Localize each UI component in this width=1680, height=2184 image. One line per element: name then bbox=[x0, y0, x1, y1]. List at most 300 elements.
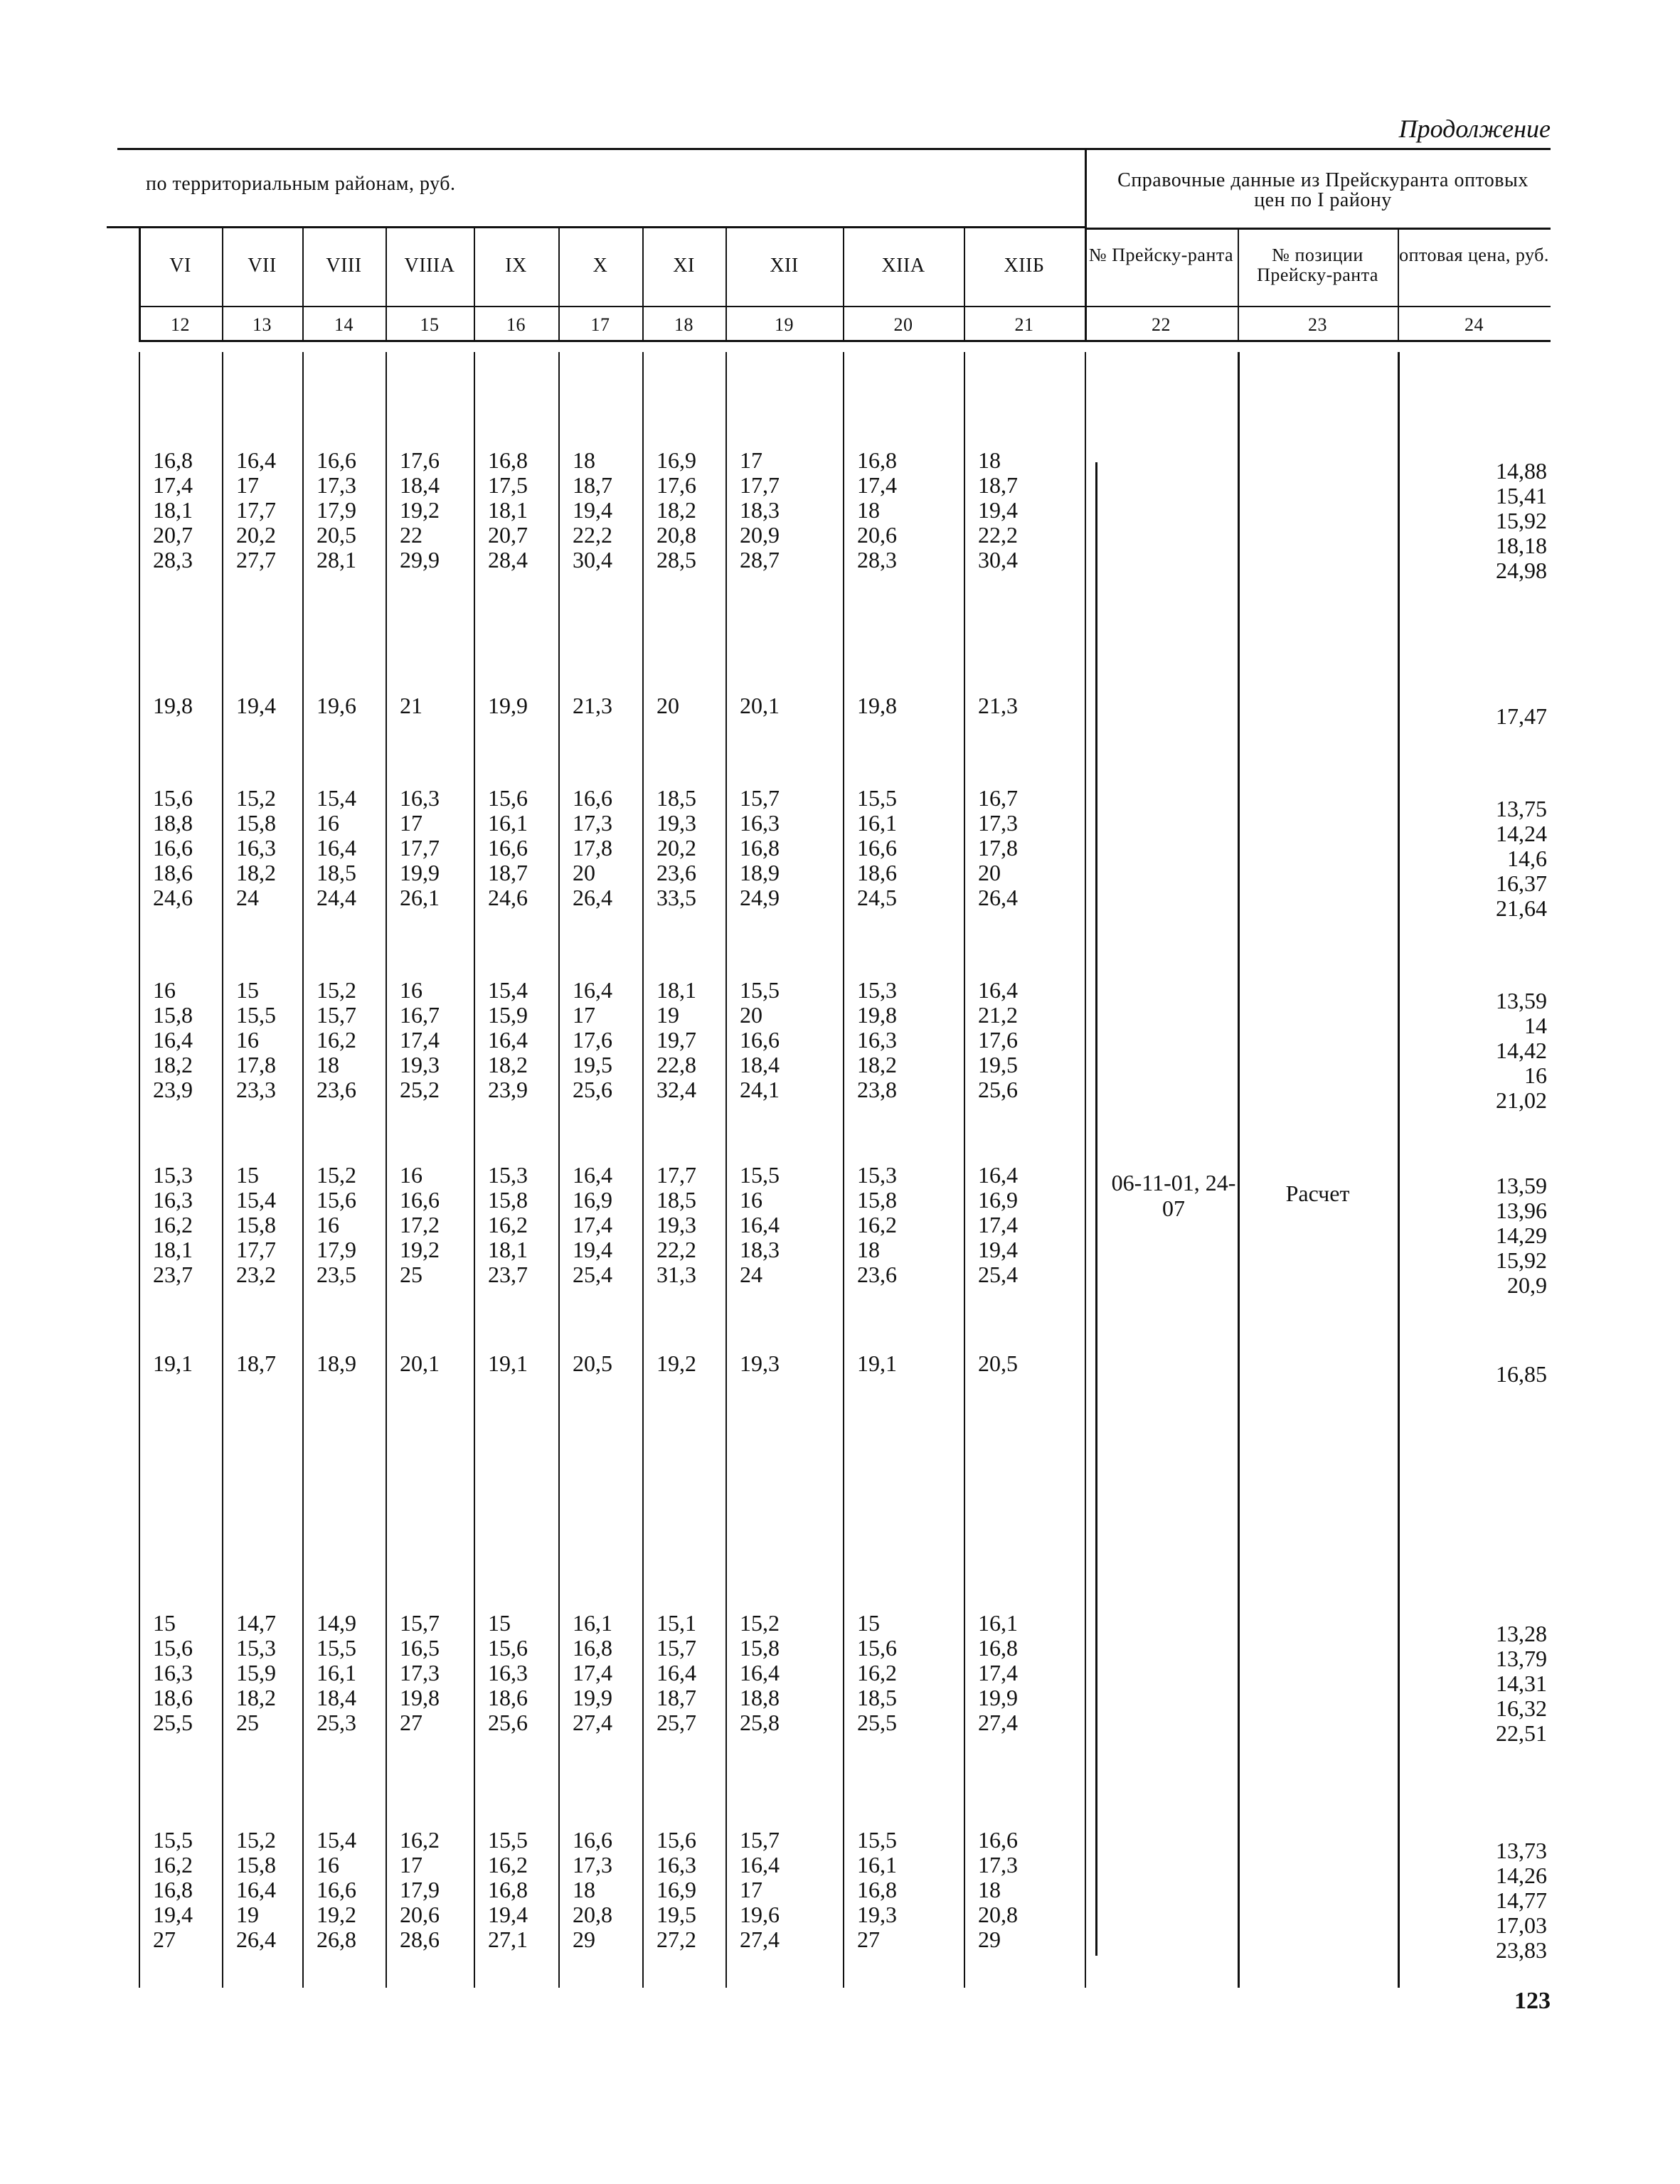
column-number bbox=[843, 315, 964, 335]
cell-value: 18,7 bbox=[573, 472, 612, 498]
cell-value: 22,2 bbox=[978, 522, 1018, 548]
cell-value: 25,5 bbox=[153, 1710, 193, 1735]
table-cell-group bbox=[488, 1351, 555, 1376]
cell-value: 16,4 bbox=[153, 1027, 193, 1053]
cell-value: 28,6 bbox=[400, 1927, 440, 1952]
cell-value: 19,1 bbox=[857, 1351, 897, 1376]
table-cell-group bbox=[740, 1163, 840, 1287]
cell-value: 16,3 bbox=[857, 1027, 897, 1053]
cell-value: 15,9 bbox=[488, 1002, 528, 1028]
cell-value: 15,8 bbox=[488, 1187, 528, 1213]
table-cell-group bbox=[488, 1611, 555, 1735]
price-value: 14,88 bbox=[1496, 458, 1547, 484]
cell-value: 17,3 bbox=[978, 810, 1018, 836]
column-number-text: 22 bbox=[1152, 314, 1171, 335]
cell-value: 23,5 bbox=[317, 1262, 356, 1287]
table-cell-group bbox=[978, 1828, 1082, 1952]
cell-value: 19,7 bbox=[656, 1027, 696, 1053]
cell-value: 19,9 bbox=[488, 693, 528, 718]
cell-value: 16,4 bbox=[573, 1162, 612, 1188]
cell-value: 19,1 bbox=[488, 1351, 528, 1376]
table-cell-group bbox=[740, 1351, 840, 1376]
cell-value: 26,1 bbox=[400, 885, 440, 910]
column-number bbox=[386, 315, 474, 335]
cell-value: 17,3 bbox=[400, 1660, 440, 1685]
body-col-divider bbox=[964, 352, 965, 1988]
cell-value: 16,8 bbox=[488, 447, 528, 473]
cell-value: 18,7 bbox=[488, 860, 528, 885]
cell-value: 17,4 bbox=[857, 472, 897, 498]
cell-value: 19,2 bbox=[317, 1902, 356, 1927]
page-number: 123 bbox=[1514, 1988, 1551, 2014]
cell-value: 17,7 bbox=[236, 497, 276, 523]
cell-value: 15,5 bbox=[236, 1002, 276, 1028]
cell-value: 15,7 bbox=[656, 1635, 696, 1661]
table-cell-group bbox=[236, 786, 299, 910]
cell-value: 16,3 bbox=[740, 810, 780, 836]
column-label-8 bbox=[725, 256, 843, 276]
price-value: 15,92 bbox=[1496, 1247, 1547, 1273]
cell-value: 28,7 bbox=[740, 547, 780, 572]
cell-value: 15,3 bbox=[488, 1162, 528, 1188]
table-cell-group bbox=[857, 1351, 961, 1376]
cell-value: 27 bbox=[153, 1927, 176, 1952]
table-cell-group bbox=[153, 786, 219, 910]
reference-title bbox=[1102, 171, 1543, 211]
cell-value: 15,5 bbox=[857, 1827, 897, 1853]
cell-value: 16 bbox=[400, 977, 422, 1003]
cell-value: 24,9 bbox=[740, 885, 780, 910]
table-cell-group bbox=[153, 978, 219, 1102]
cell-value: 16,4 bbox=[656, 1660, 696, 1685]
price-value: 16,32 bbox=[1496, 1695, 1547, 1721]
cell-value: 19,4 bbox=[573, 497, 612, 523]
cell-value: 24,6 bbox=[153, 885, 193, 910]
cell-value: 25,3 bbox=[317, 1710, 356, 1735]
column-label-9 bbox=[843, 256, 964, 276]
cell-value: 26,4 bbox=[573, 885, 612, 910]
price-cell-group bbox=[1440, 704, 1547, 729]
cell-value: 20,8 bbox=[656, 522, 696, 548]
body-col-divider bbox=[725, 352, 727, 1988]
table-cell-group bbox=[656, 1611, 723, 1735]
cell-value: 16,3 bbox=[488, 1660, 528, 1685]
cell-value: 27,4 bbox=[573, 1710, 612, 1735]
cell-value: 15,8 bbox=[236, 1852, 276, 1877]
cell-value: 16 bbox=[317, 1852, 339, 1877]
cell-value: 15,5 bbox=[488, 1827, 528, 1853]
table-cell-group bbox=[573, 786, 639, 910]
cell-value: 18,6 bbox=[153, 1685, 193, 1710]
cell-value: 29 bbox=[573, 1927, 595, 1952]
column-label-13 bbox=[1398, 245, 1551, 265]
cell-value: 16,6 bbox=[488, 835, 528, 861]
cell-value: 17 bbox=[400, 810, 422, 836]
price-cell-group bbox=[1440, 989, 1547, 1113]
cell-value: 16 bbox=[740, 1187, 762, 1213]
cell-value: 15,8 bbox=[740, 1635, 780, 1661]
cell-value: 19,1 bbox=[153, 1351, 193, 1376]
cell-value: 18,3 bbox=[740, 1237, 780, 1262]
pricelist-number: 06-11-01, 24-07 bbox=[1111, 1170, 1236, 1221]
cell-value: 19,9 bbox=[400, 860, 440, 885]
cell-value: 18 bbox=[857, 1237, 880, 1262]
cell-value: 17,8 bbox=[978, 835, 1018, 861]
table-cell-group bbox=[857, 786, 961, 910]
cell-value: 16,2 bbox=[857, 1212, 897, 1237]
column-label-11 bbox=[1085, 245, 1238, 265]
cell-value: 15,6 bbox=[656, 1827, 696, 1853]
cell-value: 27 bbox=[400, 1710, 422, 1735]
table-cell-group bbox=[400, 1351, 471, 1376]
price-cell-group bbox=[1440, 797, 1547, 921]
table-cell-group bbox=[857, 978, 961, 1102]
price-value: 24,98 bbox=[1496, 558, 1547, 583]
cell-value: 19,4 bbox=[153, 1902, 193, 1927]
cell-value: 20,5 bbox=[573, 1351, 612, 1376]
price-value: 21,02 bbox=[1496, 1087, 1547, 1113]
price-value: 14,29 bbox=[1496, 1222, 1547, 1248]
cell-value: 17,5 bbox=[488, 472, 528, 498]
cell-value: 32,4 bbox=[656, 1077, 696, 1102]
column-number bbox=[302, 315, 386, 335]
column-number-text: 24 bbox=[1464, 314, 1484, 335]
price-value: 14,24 bbox=[1496, 821, 1547, 846]
price-value: 21,64 bbox=[1496, 895, 1547, 921]
table-cell-group bbox=[573, 1611, 639, 1735]
cell-value: 15,8 bbox=[236, 1212, 276, 1237]
cell-value: 20,7 bbox=[488, 522, 528, 548]
table-cell-group bbox=[317, 1828, 383, 1952]
price-cell-group bbox=[1440, 1173, 1547, 1298]
cell-value: 15 bbox=[857, 1610, 880, 1636]
cell-value: 16,3 bbox=[236, 835, 276, 861]
cell-value: 20,6 bbox=[400, 1902, 440, 1927]
cell-value: 20,2 bbox=[236, 522, 276, 548]
cell-value: 23,7 bbox=[488, 1262, 528, 1287]
column-number-text: 20 bbox=[893, 314, 913, 335]
cell-value: 15,6 bbox=[488, 1635, 528, 1661]
cell-value: 15,8 bbox=[236, 810, 276, 836]
cell-value: 18,5 bbox=[317, 860, 356, 885]
table-cell-group bbox=[573, 978, 639, 1102]
cell-value: 19,4 bbox=[573, 1237, 612, 1262]
column-number-text: 14 bbox=[334, 314, 353, 335]
cell-value: 20,5 bbox=[317, 522, 356, 548]
cell-value: 16,4 bbox=[488, 1027, 528, 1053]
cell-value: 17,6 bbox=[400, 447, 440, 473]
cell-value: 31,3 bbox=[656, 1262, 696, 1287]
table-cell-group bbox=[978, 1611, 1082, 1735]
table-cell-group bbox=[978, 786, 1082, 910]
cell-value: 25,4 bbox=[573, 1262, 612, 1287]
cell-value: 20,1 bbox=[400, 1351, 440, 1376]
table-cell-group bbox=[153, 448, 219, 572]
cell-value: 17 bbox=[740, 447, 762, 473]
cell-value: 23,8 bbox=[857, 1077, 897, 1102]
column-label-7 bbox=[642, 256, 725, 276]
table-cell-group bbox=[488, 693, 555, 718]
cell-value: 16,1 bbox=[488, 810, 528, 836]
column-number bbox=[558, 315, 642, 335]
reference-title-text: Справочные данные из Прейскуранта оптовых цен по I району bbox=[1117, 169, 1529, 211]
cell-value: 20,2 bbox=[656, 835, 696, 861]
column-label-2 bbox=[222, 256, 302, 276]
cell-value: 15 bbox=[236, 977, 259, 1003]
cell-value: 16,4 bbox=[740, 1660, 780, 1685]
cell-value: 18,1 bbox=[656, 977, 696, 1003]
cell-value: 19,4 bbox=[978, 497, 1018, 523]
price-value: 15,41 bbox=[1496, 483, 1547, 508]
cell-value: 29,9 bbox=[400, 547, 440, 572]
cell-value: 15,2 bbox=[740, 1610, 780, 1636]
cell-value: 16,2 bbox=[153, 1852, 193, 1877]
cell-value: 15,2 bbox=[317, 977, 356, 1003]
table-cell-group bbox=[978, 1351, 1082, 1376]
cell-value: 18,6 bbox=[857, 860, 897, 885]
cell-value: 18,1 bbox=[153, 1237, 193, 1262]
cell-value: 18,8 bbox=[740, 1685, 780, 1710]
body-col-divider bbox=[843, 352, 844, 1988]
cell-value: 15,5 bbox=[740, 1162, 780, 1188]
cell-value: 17,3 bbox=[573, 1852, 612, 1877]
cell-value: 21 bbox=[400, 693, 422, 718]
cell-value: 17,7 bbox=[400, 835, 440, 861]
cell-value: 16,7 bbox=[400, 1002, 440, 1028]
column-label-text: XIIБ bbox=[1004, 255, 1045, 277]
cell-value: 16,4 bbox=[740, 1212, 780, 1237]
cell-value: 17,4 bbox=[573, 1660, 612, 1685]
column-number-text: 16 bbox=[506, 314, 526, 335]
cell-value: 23,3 bbox=[236, 1077, 276, 1102]
cell-value: 16,4 bbox=[236, 1877, 276, 1902]
cell-value: 18 bbox=[573, 1877, 595, 1902]
cell-value: 25 bbox=[400, 1262, 422, 1287]
cell-value: 18,2 bbox=[488, 1052, 528, 1077]
cell-value: 15,6 bbox=[153, 785, 193, 811]
cell-value: 17,7 bbox=[236, 1237, 276, 1262]
table-cell-group bbox=[488, 1163, 555, 1287]
cell-value: 16,1 bbox=[857, 1852, 897, 1877]
cell-value: 23,9 bbox=[488, 1077, 528, 1102]
cell-value: 18,2 bbox=[236, 1685, 276, 1710]
cell-value: 16,7 bbox=[978, 785, 1018, 811]
table-cell-group bbox=[656, 978, 723, 1102]
cell-value: 18,5 bbox=[656, 1187, 696, 1213]
cell-value: 29 bbox=[978, 1927, 1001, 1952]
cell-value: 18,2 bbox=[236, 860, 276, 885]
cell-value: 17,7 bbox=[656, 1162, 696, 1188]
body-col-divider bbox=[139, 352, 140, 1988]
cell-value: 16,4 bbox=[978, 977, 1018, 1003]
price-value: 14,6 bbox=[1507, 846, 1547, 871]
cell-value: 22,8 bbox=[656, 1052, 696, 1077]
cell-value: 24,6 bbox=[488, 885, 528, 910]
cell-value: 18 bbox=[978, 447, 1001, 473]
cell-value: 16,3 bbox=[153, 1660, 193, 1685]
cell-value: 17 bbox=[740, 1877, 762, 1902]
column-number-text: 19 bbox=[775, 314, 794, 335]
cell-value: 28,3 bbox=[153, 547, 193, 572]
cell-value: 16 bbox=[153, 977, 176, 1003]
price-cell-group bbox=[1440, 459, 1547, 583]
cell-value: 18,6 bbox=[153, 860, 193, 885]
column-label-text: VIIIA bbox=[404, 255, 455, 277]
column-number-text: 13 bbox=[252, 314, 272, 335]
table-cell-group bbox=[573, 1828, 639, 1952]
cell-value: 25,5 bbox=[857, 1710, 897, 1735]
body-col-divider bbox=[386, 352, 387, 1988]
cell-value: 19,6 bbox=[740, 1902, 780, 1927]
table-cell-group bbox=[236, 1351, 299, 1376]
table-cell-group bbox=[317, 1351, 383, 1376]
cell-value: 19,3 bbox=[740, 1351, 780, 1376]
cell-value: 17,6 bbox=[978, 1027, 1018, 1053]
price-value: 14,77 bbox=[1496, 1887, 1547, 1913]
table-cell-group bbox=[400, 978, 471, 1102]
column-number-text: 15 bbox=[420, 314, 440, 335]
cell-value: 15,3 bbox=[857, 1162, 897, 1188]
cell-value: 16,4 bbox=[236, 447, 276, 473]
cell-value: 17,4 bbox=[573, 1212, 612, 1237]
cell-value: 20,1 bbox=[740, 693, 780, 718]
cell-value: 25,7 bbox=[656, 1710, 696, 1735]
table-cell-group bbox=[740, 1828, 840, 1952]
column-label-text: XI bbox=[673, 255, 695, 277]
cell-value: 17,4 bbox=[400, 1027, 440, 1053]
cell-value: 19,2 bbox=[656, 1351, 696, 1376]
column-number-text: 21 bbox=[1014, 314, 1034, 335]
cell-value: 15 bbox=[153, 1610, 176, 1636]
table-cell-group bbox=[573, 1163, 639, 1287]
table-cell-group bbox=[153, 1163, 219, 1287]
column-label-text: VIII bbox=[326, 255, 362, 277]
table-cell-group bbox=[236, 1828, 299, 1952]
cell-value: 18,7 bbox=[236, 1351, 276, 1376]
table-cell-group bbox=[857, 448, 961, 572]
cell-value: 21,2 bbox=[978, 1002, 1018, 1028]
cell-value: 16,4 bbox=[740, 1852, 780, 1877]
cell-value: 15,9 bbox=[236, 1660, 276, 1685]
body-col-divider bbox=[642, 352, 644, 1988]
table-cell-group bbox=[740, 693, 840, 718]
cell-value: 20,8 bbox=[573, 1902, 612, 1927]
body-divider-ref-2 bbox=[1398, 352, 1400, 1988]
price-value: 14 bbox=[1524, 1013, 1547, 1038]
column-number bbox=[474, 315, 558, 335]
column-number bbox=[964, 315, 1085, 335]
price-value: 16,37 bbox=[1496, 870, 1547, 896]
cell-value: 25 bbox=[236, 1710, 259, 1735]
cell-value: 19,3 bbox=[857, 1902, 897, 1927]
cell-value: 18,8 bbox=[153, 810, 193, 836]
column-label-text: VII bbox=[248, 255, 277, 277]
column-label-1 bbox=[139, 256, 222, 276]
cell-value: 16 bbox=[317, 810, 339, 836]
cell-value: 16,5 bbox=[400, 1635, 440, 1661]
cell-value: 17,8 bbox=[236, 1052, 276, 1077]
cell-value: 16,4 bbox=[317, 835, 356, 861]
cell-value: 16,1 bbox=[978, 1610, 1018, 1636]
cell-value: 23,6 bbox=[857, 1262, 897, 1287]
cell-value: 19,6 bbox=[317, 693, 356, 718]
price-value: 17,47 bbox=[1496, 703, 1547, 729]
table-cell-group bbox=[978, 978, 1082, 1102]
cell-value: 15,5 bbox=[740, 977, 780, 1003]
column-number bbox=[725, 315, 843, 335]
column-number-text: 23 bbox=[1308, 314, 1327, 335]
cell-value: 17,3 bbox=[317, 472, 356, 498]
cell-value: 15,4 bbox=[236, 1187, 276, 1213]
cell-value: 19,5 bbox=[573, 1052, 612, 1077]
cell-value: 15,4 bbox=[317, 1827, 356, 1853]
body-col-divider bbox=[222, 352, 223, 1988]
price-cell-group bbox=[1440, 1362, 1547, 1387]
table-cell-group bbox=[978, 1163, 1082, 1287]
cell-value: 30,4 bbox=[978, 547, 1018, 572]
column-label-4 bbox=[386, 256, 474, 276]
cell-value: 17 bbox=[400, 1852, 422, 1877]
cell-value: 17,3 bbox=[573, 810, 612, 836]
cell-value: 15 bbox=[236, 1162, 259, 1188]
cell-value: 19,9 bbox=[573, 1685, 612, 1710]
cell-value: 16,6 bbox=[317, 1877, 356, 1902]
column-number-text: 12 bbox=[171, 314, 190, 335]
cell-value: 16,9 bbox=[573, 1187, 612, 1213]
cell-value: 25,6 bbox=[978, 1077, 1018, 1102]
brace-line bbox=[1095, 462, 1097, 1956]
cell-value: 15,7 bbox=[740, 1827, 780, 1853]
cell-value: 16,2 bbox=[488, 1212, 528, 1237]
cell-value: 16,2 bbox=[317, 1027, 356, 1053]
cell-value: 27 bbox=[857, 1927, 880, 1952]
cell-value: 15,7 bbox=[317, 1002, 356, 1028]
cell-value: 20 bbox=[656, 693, 679, 718]
cell-value: 26,4 bbox=[978, 885, 1018, 910]
table-cell-group bbox=[400, 786, 471, 910]
cell-value: 24,5 bbox=[857, 885, 897, 910]
cell-value: 18,6 bbox=[488, 1685, 528, 1710]
price-value: 13,59 bbox=[1496, 1173, 1547, 1198]
cell-value: 15,2 bbox=[236, 1827, 276, 1853]
column-label-text: XIIA bbox=[881, 255, 925, 277]
table-cell-group bbox=[317, 978, 383, 1102]
cell-value: 26,4 bbox=[236, 1927, 276, 1952]
table-cell-group bbox=[153, 1828, 219, 1952]
table-cell-group bbox=[236, 978, 299, 1102]
cell-value: 17,7 bbox=[740, 472, 780, 498]
header-rule-top-ref bbox=[1085, 228, 1551, 230]
cell-value: 19,2 bbox=[400, 1237, 440, 1262]
cell-value: 15,3 bbox=[153, 1162, 193, 1188]
cell-value: 27,1 bbox=[488, 1927, 528, 1952]
cell-value: 18,4 bbox=[740, 1052, 780, 1077]
cell-value: 16,6 bbox=[978, 1827, 1018, 1853]
cell-value: 16,2 bbox=[488, 1852, 528, 1877]
cell-value: 25,8 bbox=[740, 1710, 780, 1735]
price-value: 17,03 bbox=[1496, 1912, 1547, 1938]
cell-value: 28,3 bbox=[857, 547, 897, 572]
table-cell-group bbox=[857, 1828, 961, 1952]
table-cell-group bbox=[317, 448, 383, 572]
header-rule-top bbox=[107, 226, 1085, 228]
price-value: 22,51 bbox=[1496, 1720, 1547, 1746]
cell-value: 23,2 bbox=[236, 1262, 276, 1287]
cell-value: 15,2 bbox=[236, 785, 276, 811]
cell-value: 17,2 bbox=[400, 1212, 440, 1237]
table-cell-group bbox=[153, 1351, 219, 1376]
cell-value: 24,1 bbox=[740, 1077, 780, 1102]
